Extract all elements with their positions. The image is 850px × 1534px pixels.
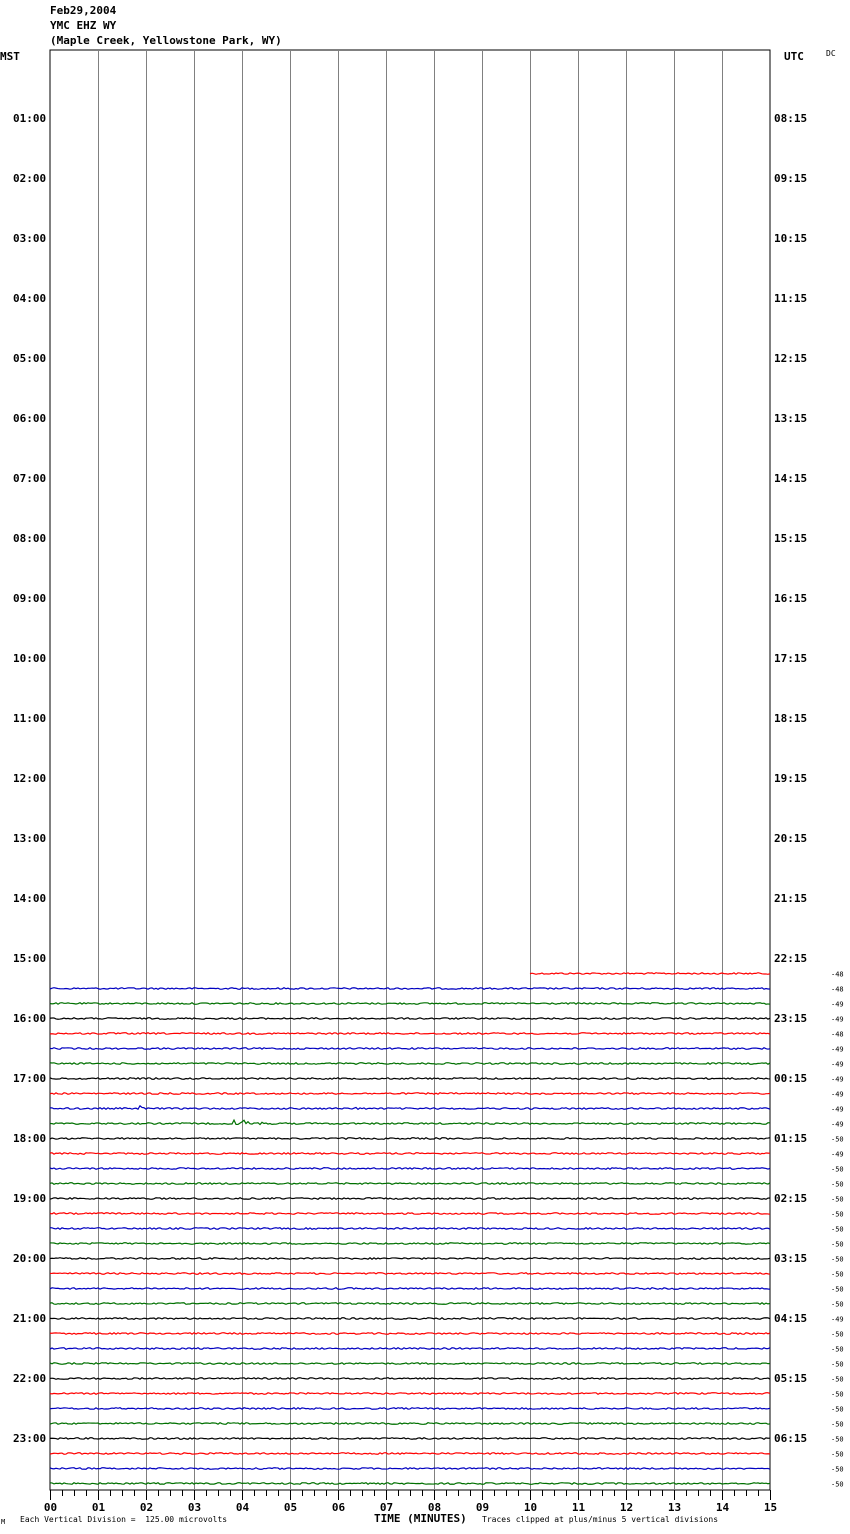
trace-line bbox=[50, 1348, 770, 1350]
dc-offset-label: -49 bbox=[831, 1000, 844, 1009]
trace-line bbox=[50, 1078, 770, 1080]
y-tick-label-utc: 18:15 bbox=[774, 712, 808, 725]
plot-grid bbox=[50, 50, 771, 1500]
dc-offset-label: -49 bbox=[831, 1015, 844, 1024]
y-tick-label-utc: 15:15 bbox=[774, 532, 808, 545]
dc-offset-label: -49 bbox=[831, 1075, 844, 1084]
trace-line bbox=[50, 1138, 770, 1140]
dc-offset-label: -50 bbox=[831, 1435, 844, 1444]
x-tick-label: 05 bbox=[283, 1501, 298, 1514]
dc-offset-label: -50 bbox=[831, 1390, 844, 1399]
dc-offset-label: -50 bbox=[831, 1345, 844, 1354]
header-date: Feb29,2004 bbox=[50, 4, 117, 17]
x-tick-label: 01 bbox=[91, 1501, 106, 1514]
y-tick-label-utc: 13:15 bbox=[774, 412, 808, 425]
y-tick-label-utc: 05:15 bbox=[774, 1372, 808, 1385]
y-tick-label-mst: 08:00 bbox=[13, 532, 47, 545]
trace-line bbox=[50, 1093, 770, 1095]
trace-line bbox=[50, 1258, 770, 1260]
x-tick-label: 08 bbox=[427, 1501, 442, 1514]
x-tick-label: 06 bbox=[331, 1501, 346, 1514]
y-tick-label-mst: 17:00 bbox=[13, 1072, 47, 1085]
y-tick-label-mst: 19:00 bbox=[13, 1192, 47, 1205]
dc-offset-label: -48 bbox=[831, 985, 844, 994]
trace-line bbox=[50, 1243, 770, 1245]
dc-offset-label: -50 bbox=[831, 1420, 844, 1429]
y-tick-label-mst: 20:00 bbox=[13, 1252, 47, 1265]
right-axis-label: UTC bbox=[784, 50, 804, 63]
trace-line bbox=[50, 1438, 770, 1440]
x-tick-label: 14 bbox=[715, 1501, 730, 1514]
dc-offset-label: -50 bbox=[831, 1285, 844, 1294]
y-tick-label-utc: 09:15 bbox=[774, 172, 808, 185]
x-tick-label: 12 bbox=[619, 1501, 634, 1514]
dc-offset-label: -48 bbox=[831, 1030, 844, 1039]
y-tick-label-mst: 02:00 bbox=[13, 172, 47, 185]
x-tick-label: 10 bbox=[523, 1501, 538, 1514]
dc-offset-label: -50 bbox=[831, 1195, 844, 1204]
dc-offset-label: -50 bbox=[831, 1480, 844, 1489]
trace-line bbox=[50, 1063, 770, 1065]
trace-line bbox=[50, 1468, 770, 1470]
trace-group bbox=[50, 973, 770, 1485]
dc-offset-label: -50 bbox=[831, 1300, 844, 1309]
dc-offset-label: -49 bbox=[831, 1315, 844, 1324]
dc-offset-label: -50 bbox=[831, 1240, 844, 1249]
y-tick-label-mst: 06:00 bbox=[13, 412, 47, 425]
trace-line bbox=[50, 1288, 770, 1290]
dc-offset-label: -50 bbox=[831, 1225, 844, 1234]
trace-line bbox=[50, 1483, 770, 1485]
y-tick-label-utc: 21:15 bbox=[774, 892, 808, 905]
left-axis-label: MST bbox=[0, 50, 20, 63]
trace-line bbox=[50, 1303, 770, 1305]
scale-note: Each Vertical Division = 125.00 microvolts bbox=[20, 1515, 228, 1524]
y-tick-label-mst: 12:00 bbox=[13, 772, 47, 785]
trace-line bbox=[50, 1453, 770, 1455]
dc-offset-label: -49 bbox=[831, 1060, 844, 1069]
y-tick-label-utc: 08:15 bbox=[774, 112, 808, 125]
trace-line bbox=[50, 988, 770, 990]
y-tick-label-mst: 03:00 bbox=[13, 232, 47, 245]
y-tick-label-mst: 14:00 bbox=[13, 892, 47, 905]
trace-line bbox=[530, 973, 770, 975]
y-tick-label-utc: 01:15 bbox=[774, 1132, 808, 1145]
trace-line bbox=[50, 1408, 770, 1410]
y-tick-label-mst: 09:00 bbox=[13, 592, 47, 605]
dc-offset-label: -50 bbox=[831, 1465, 844, 1474]
trace-line bbox=[50, 1168, 770, 1170]
y-tick-label-mst: 13:00 bbox=[13, 832, 47, 845]
y-tick-label-mst: 23:00 bbox=[13, 1432, 47, 1445]
trace-line bbox=[50, 1018, 770, 1020]
x-tick-label: 02 bbox=[139, 1501, 154, 1514]
y-tick-label-utc: 22:15 bbox=[774, 952, 808, 965]
y-tick-label-mst: 18:00 bbox=[13, 1132, 47, 1145]
header-station: YMC EHZ WY bbox=[50, 19, 117, 32]
trace-line bbox=[50, 1120, 770, 1124]
y-tick-label-utc: 00:15 bbox=[774, 1072, 808, 1085]
y-tick-label-mst: 22:00 bbox=[13, 1372, 47, 1385]
dc-offset-label: -50 bbox=[831, 1330, 844, 1339]
trace-line bbox=[50, 1003, 770, 1005]
dc-offset-label: -50 bbox=[831, 1180, 844, 1189]
dc-offset-label: -50 bbox=[831, 1405, 844, 1414]
dc-offset-label: -49 bbox=[831, 1045, 844, 1054]
y-tick-label-mst: 21:00 bbox=[13, 1312, 47, 1325]
y-tick-label-utc: 11:15 bbox=[774, 292, 808, 305]
y-tick-label-mst: 04:00 bbox=[13, 292, 47, 305]
trace-line bbox=[50, 1153, 770, 1155]
trace-line bbox=[50, 1333, 770, 1335]
y-tick-label-mst: 16:00 bbox=[13, 1012, 47, 1025]
trace-line bbox=[50, 1048, 770, 1050]
trace-line bbox=[50, 1363, 770, 1365]
dc-offset-label: -50 bbox=[831, 1450, 844, 1459]
trace-line bbox=[50, 1183, 770, 1185]
dc-offset-label: -50 bbox=[831, 1210, 844, 1219]
header-location: (Maple Creek, Yellowstone Park, WY) bbox=[50, 34, 282, 47]
trace-line bbox=[50, 1198, 770, 1200]
dc-offset-label: -49 bbox=[831, 1105, 844, 1114]
y-tick-label-utc: 12:15 bbox=[774, 352, 808, 365]
trace-line bbox=[50, 1228, 770, 1230]
dc-offset-label: -50 bbox=[831, 1270, 844, 1279]
dc-offset-label: -48 bbox=[831, 970, 844, 979]
trace-line bbox=[50, 1273, 770, 1275]
x-tick-label: 03 bbox=[187, 1501, 202, 1514]
y-tick-label-mst: 07:00 bbox=[13, 472, 47, 485]
x-tick-label: 07 bbox=[379, 1501, 394, 1514]
y-tick-label-utc: 16:15 bbox=[774, 592, 808, 605]
y-tick-label-utc: 06:15 bbox=[774, 1432, 808, 1445]
clip-note: Traces clipped at plus/minus 5 vertical divisions bbox=[482, 1515, 719, 1524]
trace-line bbox=[50, 1106, 770, 1110]
x-tick-label: 13 bbox=[667, 1501, 682, 1514]
y-tick-label-utc: 20:15 bbox=[774, 832, 808, 845]
y-tick-label-utc: 02:15 bbox=[774, 1192, 808, 1205]
y-tick-label-utc: 23:15 bbox=[774, 1012, 808, 1025]
corner-label: DC bbox=[826, 49, 836, 58]
trace-line bbox=[50, 1378, 770, 1380]
x-tick-label: 09 bbox=[475, 1501, 490, 1514]
x-tick-label: 00 bbox=[43, 1501, 58, 1514]
dc-offset-label: -49 bbox=[831, 1150, 844, 1159]
trace-line bbox=[50, 1393, 770, 1395]
y-tick-label-utc: 14:15 bbox=[774, 472, 808, 485]
dc-offset-label: -50 bbox=[831, 1255, 844, 1264]
y-tick-label-mst: 05:00 bbox=[13, 352, 47, 365]
footer-left-mark: M bbox=[1, 1518, 6, 1526]
x-tick-label: 04 bbox=[235, 1501, 250, 1514]
y-tick-label-mst: 15:00 bbox=[13, 952, 47, 965]
y-tick-label-mst: 01:00 bbox=[13, 112, 47, 125]
trace-line bbox=[50, 1213, 770, 1215]
dc-offset-label: -50 bbox=[831, 1360, 844, 1369]
dc-offset-label: -50 bbox=[831, 1375, 844, 1384]
y-tick-label-utc: 17:15 bbox=[774, 652, 808, 665]
dc-offset-label: -50 bbox=[831, 1165, 844, 1174]
y-tick-label-utc: 19:15 bbox=[774, 772, 808, 785]
dc-offset-label: -50 bbox=[831, 1135, 844, 1144]
x-axis-title: TIME (MINUTES) bbox=[374, 1512, 467, 1525]
y-tick-label-mst: 11:00 bbox=[13, 712, 47, 725]
trace-line bbox=[50, 1423, 770, 1425]
y-tick-label-mst: 10:00 bbox=[13, 652, 47, 665]
trace-line bbox=[50, 1318, 770, 1320]
y-tick-label-utc: 03:15 bbox=[774, 1252, 808, 1265]
x-tick-label: 15 bbox=[763, 1501, 778, 1514]
y-tick-label-utc: 10:15 bbox=[774, 232, 808, 245]
y-tick-label-utc: 04:15 bbox=[774, 1312, 808, 1325]
dc-offset-label: -49 bbox=[831, 1090, 844, 1099]
trace-line bbox=[50, 1033, 770, 1035]
x-tick-label: 11 bbox=[571, 1501, 586, 1514]
dc-offset-label: -49 bbox=[831, 1120, 844, 1129]
